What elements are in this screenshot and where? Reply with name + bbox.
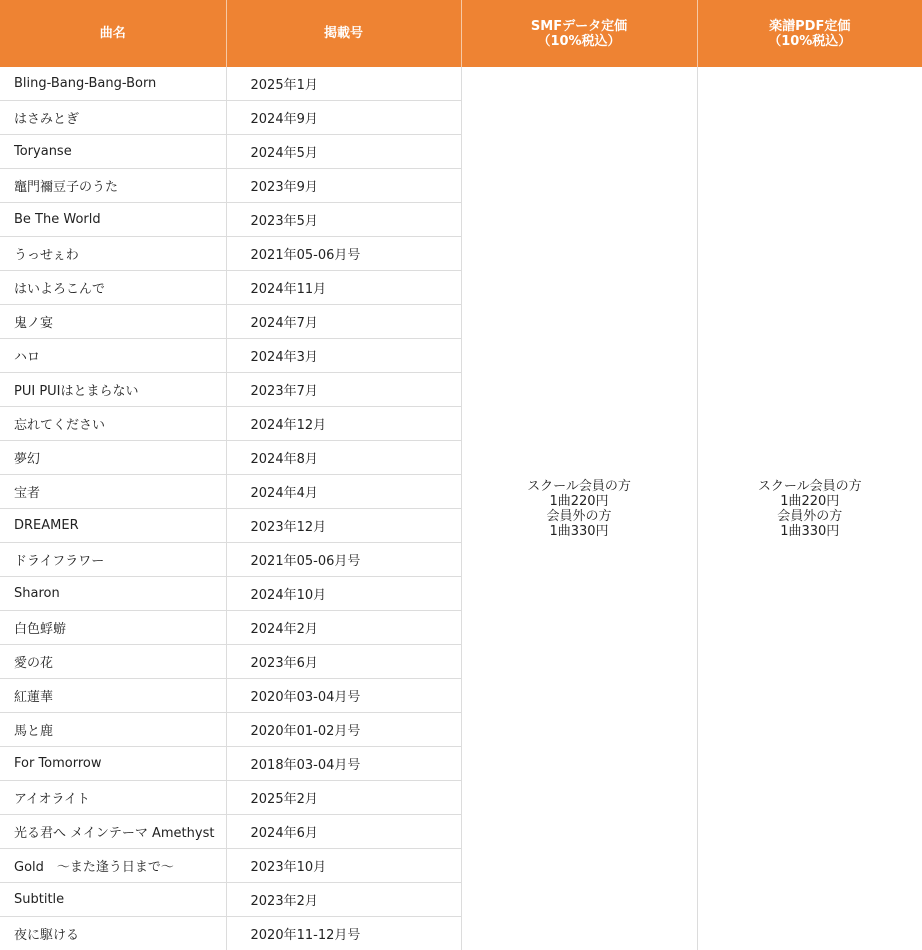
issue-date: 2024年10月: [251, 588, 327, 603]
song-title-cell: [0, 747, 226, 781]
issue-date: 2020年03-04月号: [251, 690, 361, 705]
issue-cell: [226, 407, 461, 441]
header-issue: [226, 0, 461, 67]
song-title: PUI PUIはとまらない: [14, 384, 139, 399]
pdf-price-cell: [697, 67, 922, 950]
song-title: はさみとぎ: [14, 112, 79, 127]
issue-cell: [226, 611, 461, 645]
issue-cell: [226, 271, 461, 305]
issue-cell: [226, 577, 461, 611]
header-song-label: 曲名: [100, 26, 126, 41]
issue-date: 2024年3月: [251, 350, 318, 365]
song-title-cell: [0, 645, 226, 679]
issue-cell: [226, 135, 461, 169]
song-title: 鬼ノ宴: [14, 316, 53, 331]
header-smf-label: SMFデータ定価: [462, 19, 697, 34]
song-title-cell: [0, 543, 226, 577]
pdf-nonmember-price: 1曲330円: [698, 524, 922, 539]
song-title-cell: [0, 67, 226, 101]
header-smf-tax: （10%税込）: [462, 34, 697, 49]
issue-cell: [226, 237, 461, 271]
issue-cell: [226, 883, 461, 917]
pdf-nonmember-label: 会員外の方: [698, 509, 922, 524]
issue-date: 2023年9月: [251, 180, 318, 195]
song-title-cell: [0, 577, 226, 611]
song-title-cell: [0, 203, 226, 237]
issue-cell: [226, 441, 461, 475]
issue-date: 2023年5月: [251, 214, 318, 229]
issue-date: 2024年11月: [251, 282, 327, 297]
issue-date: 2020年01-02月号: [251, 724, 361, 739]
header-song: [0, 0, 226, 67]
song-title: 忘れてください: [14, 418, 105, 433]
song-title: 竈門禰豆子のうた: [14, 180, 118, 195]
issue-cell: [226, 849, 461, 883]
issue-cell: [226, 747, 461, 781]
song-title-cell: [0, 679, 226, 713]
issue-cell: [226, 645, 461, 679]
song-title: 紅蓮華: [14, 690, 53, 705]
smf-nonmember-label: 会員外の方: [462, 509, 697, 524]
issue-cell: [226, 543, 461, 577]
header-issue-label: 掲載号: [324, 26, 363, 41]
song-title: 馬と鹿: [14, 724, 53, 739]
song-title: 夢幻: [14, 452, 40, 467]
issue-cell: [226, 169, 461, 203]
song-title: 愛の花: [14, 656, 53, 671]
issue-cell: [226, 713, 461, 747]
song-title-cell: [0, 611, 226, 645]
song-title: はいよろこんで: [14, 282, 105, 297]
song-title-cell: [0, 407, 226, 441]
song-title: 夜に駆ける: [14, 928, 79, 943]
pdf-member-price: 1曲220円: [698, 494, 922, 509]
header-smf-price: [461, 0, 697, 67]
song-title-cell: [0, 883, 226, 917]
issue-date: 2024年7月: [251, 316, 318, 331]
issue-date: 2024年12月: [251, 418, 327, 433]
song-title: 宝者: [14, 486, 40, 501]
song-title-cell: [0, 373, 226, 407]
song-title-cell: [0, 509, 226, 543]
song-title-cell: [0, 271, 226, 305]
table-header-row: [0, 0, 922, 67]
song-title-cell: [0, 169, 226, 203]
song-title-cell: [0, 781, 226, 815]
table-row: [0, 67, 922, 101]
issue-cell: [226, 339, 461, 373]
issue-date: 2025年2月: [251, 792, 318, 807]
issue-date: 2024年4月: [251, 486, 318, 501]
issue-date: 2023年6月: [251, 656, 318, 671]
song-title-cell: [0, 441, 226, 475]
issue-cell: [226, 373, 461, 407]
song-title: Toryanse: [14, 144, 72, 159]
issue-date: 2024年8月: [251, 452, 318, 467]
issue-date: 2023年10月: [251, 860, 327, 875]
song-title: Be The World: [14, 212, 101, 227]
smf-member-price: 1曲220円: [462, 494, 697, 509]
song-title: ハロ: [14, 350, 40, 365]
song-title: Sharon: [14, 586, 60, 601]
song-title-cell: [0, 305, 226, 339]
issue-cell: [226, 475, 461, 509]
issue-cell: [226, 67, 461, 101]
issue-cell: [226, 781, 461, 815]
smf-nonmember-price: 1曲330円: [462, 524, 697, 539]
table-body: [0, 67, 922, 950]
issue-date: 2021年05-06月号: [251, 248, 361, 263]
song-title-cell: [0, 917, 226, 950]
song-title-cell: [0, 339, 226, 373]
song-title: 白色蜉蝣: [14, 622, 66, 637]
song-title: Gold ～また逢う日まで～: [14, 860, 174, 875]
issue-date: 2020年11-12月号: [251, 928, 361, 943]
smf-member-label: スクール会員の方: [462, 479, 697, 494]
song-title: アイオライト: [14, 792, 90, 807]
song-title: ドライフラワー: [14, 554, 104, 569]
header-pdf-price: [697, 0, 922, 67]
song-title-cell: [0, 815, 226, 849]
issue-cell: [226, 679, 461, 713]
issue-cell: [226, 101, 461, 135]
pdf-member-label: スクール会員の方: [698, 479, 922, 494]
smf-price-cell: [461, 67, 697, 950]
issue-cell: [226, 509, 461, 543]
song-title: DREAMER: [14, 518, 79, 533]
song-title: Subtitle: [14, 892, 64, 907]
song-title-cell: [0, 135, 226, 169]
issue-date: 2025年1月: [251, 78, 318, 93]
issue-date: 2023年7月: [251, 384, 318, 399]
song-title-cell: [0, 713, 226, 747]
issue-date: 2023年2月: [251, 894, 318, 909]
issue-date: 2018年03-04月号: [251, 758, 361, 773]
song-title: Bling-Bang-Bang-Born: [14, 76, 156, 91]
issue-cell: [226, 917, 461, 950]
issue-cell: [226, 305, 461, 339]
header-pdf-label: 楽譜PDF定価: [698, 19, 922, 34]
issue-cell: [226, 203, 461, 237]
song-title: For Tomorrow: [14, 756, 102, 771]
issue-date: 2024年5月: [251, 146, 318, 161]
issue-date: 2024年6月: [251, 826, 318, 841]
issue-date: 2024年2月: [251, 622, 318, 637]
issue-date: 2023年12月: [251, 520, 327, 535]
song-title-cell: [0, 237, 226, 271]
song-title: うっせぇわ: [14, 248, 79, 263]
issue-date: 2021年05-06月号: [251, 554, 361, 569]
song-title: 光る君へ メインテーマ Amethyst: [14, 826, 214, 841]
issue-cell: [226, 815, 461, 849]
song-title-cell: [0, 475, 226, 509]
header-pdf-tax: （10%税込）: [698, 34, 922, 49]
issue-date: 2024年9月: [251, 112, 318, 127]
song-title-cell: [0, 101, 226, 135]
song-title-cell: [0, 849, 226, 883]
